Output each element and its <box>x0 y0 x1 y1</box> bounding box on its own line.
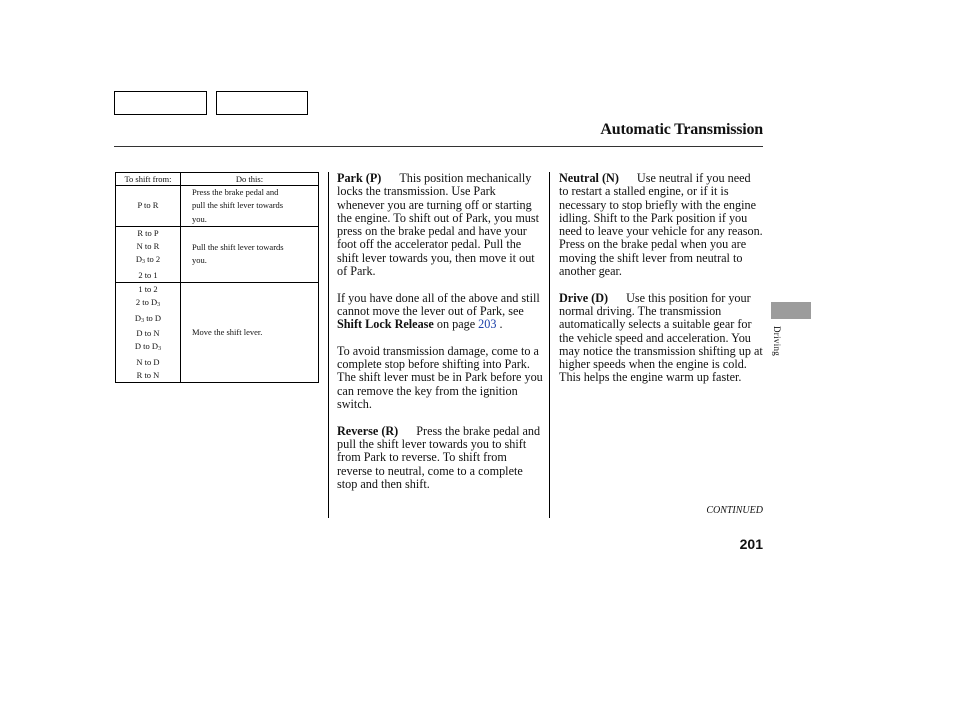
page-reference-link[interactable]: 203 <box>478 317 497 332</box>
shift-from-item: 2 to 1 <box>138 269 158 280</box>
shift-lock-paragraph <box>337 292 545 332</box>
column-divider <box>328 172 329 518</box>
shift-lock-release-ref: Shift Lock Release <box>337 317 434 332</box>
reverse-paragraph <box>337 425 545 491</box>
table-row <box>116 186 319 227</box>
shift-action-line: you. <box>192 255 207 266</box>
drive-paragraph <box>559 292 763 385</box>
shift-from-item: N to D <box>136 356 160 367</box>
nav-box-right[interactable] <box>216 91 308 115</box>
shift-table <box>115 172 319 383</box>
section-label: Driving <box>772 326 782 357</box>
shift-action-line: you. <box>192 213 207 224</box>
column-header-do: Do this: <box>181 173 319 186</box>
right-column <box>559 172 763 398</box>
shift-lock-text-2: on page <box>436 317 476 332</box>
neutral-paragraph <box>559 172 763 278</box>
shift-action-line: Press the brake pedal and <box>192 187 279 197</box>
shift-action-line: pull the shift lever towards <box>192 200 284 211</box>
shift-from-item: D to N <box>136 327 160 338</box>
shift-action-cell <box>181 186 319 227</box>
column-header-from: To shift from: <box>116 173 181 186</box>
title-rule <box>114 146 763 147</box>
park-text: This position mechanically locks the transmission. Use Park whenever you are turning off or starting the engine. To shift out of Park, you must press on the brake pedal and have your foot off the accelerator pedal. Pull the shift lever towards you, then move it out of Park. <box>337 171 540 279</box>
nav-box-left[interactable] <box>114 91 207 115</box>
table-header-row <box>116 173 319 186</box>
table-row <box>116 226 319 282</box>
shift-action-cell <box>181 226 319 282</box>
shift-action-line: Pull the shift lever towards <box>192 242 284 253</box>
section-tab <box>771 302 811 319</box>
shift-from-item: $D_3$ to D <box>134 312 162 324</box>
shift-lock-text-1: If you have done all of the above and still cannot move the lever out of Park, see <box>337 290 540 318</box>
neutral-text: Use neutral if you need to restart a stalled engine, or if it is necessary to stop briefly with the engine idling. Shift to the Park position if you need to leave your vehicle for any reason. Press on the brake pedal when you are moving the shift lever from neutral to another gear. <box>559 171 763 279</box>
park-heading: Park (P) <box>337 171 382 185</box>
reverse-text: Press the brake pedal and pull the shift lever towards you to shift from Park to reverse. To shift from reverse to neutral, come to a complete stop and then shift. <box>337 423 541 491</box>
shift-from-item: 2 to $D_3$ <box>135 297 161 309</box>
column-divider <box>549 172 550 518</box>
damage-paragraph: To avoid transmission damage, come to a complete stop before shifting into Park. The shift lever must be in Park before you can remove the key from the ignition switch. <box>337 343 543 412</box>
shift-action-line: Move the shift lever. <box>192 326 263 337</box>
page-number: 201 <box>739 536 763 552</box>
shift-lock-period: . <box>499 317 503 332</box>
shift-from-item: 1 to 2 <box>138 284 158 295</box>
shift-from-item: D to $D_3$ <box>134 341 162 353</box>
page-title: Automatic Transmission <box>600 121 763 138</box>
shift-from-item: N to R <box>136 241 160 252</box>
middle-column <box>337 172 545 504</box>
continued-label: CONTINUED <box>706 505 763 516</box>
shift-from-cell <box>116 283 181 383</box>
drive-text: Use this position for your normal driving. The transmission automatically selects a suitable gear for the vehicle speed and acceleration. You may notice the transmission shifting up at higher speeds when the engine is cold. This helps the engine warm up faster. <box>559 290 763 385</box>
reverse-heading: Reverse (R) <box>337 423 399 438</box>
shift-from-item: $D_3$ to 2 <box>135 254 161 266</box>
shift-from-cell <box>116 186 181 227</box>
shift-action-cell <box>181 283 319 383</box>
park-paragraph <box>337 172 545 278</box>
shift-from-item: R to N <box>136 369 160 380</box>
neutral-heading: Neutral (N) <box>559 171 619 185</box>
shift-from-item: P to R <box>137 200 159 211</box>
shift-from-item: R to P <box>137 227 159 238</box>
table-row <box>116 283 319 383</box>
shift-from-cell <box>116 226 181 282</box>
drive-heading: Drive (D) <box>559 290 609 305</box>
shift-table-body <box>116 186 319 383</box>
